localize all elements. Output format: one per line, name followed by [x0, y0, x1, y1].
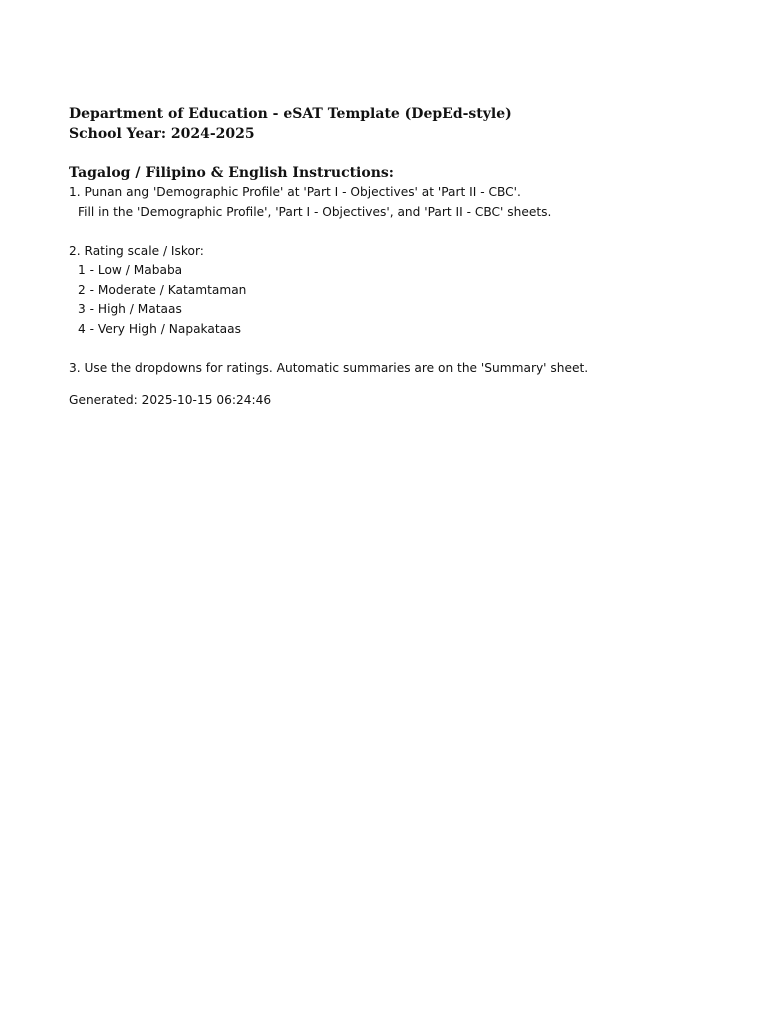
spacer	[69, 144, 729, 164]
instruction-2-title: 2. Rating scale / Iskor:	[69, 243, 204, 258]
spacer	[69, 222, 729, 242]
rating-scale-item: 1 - Low / Mababa	[78, 263, 183, 277]
generated-timestamp: Generated: 2025-10-15 06:24:46	[69, 393, 272, 407]
document-content	[69, 105, 729, 411]
rating-scale-item: 4 - Very High / Napakataas	[78, 321, 241, 336]
rating-scale-item: 2 - Moderate / Katamtaman	[78, 282, 247, 297]
school-year: School Year: 2024-2025	[69, 125, 255, 142]
spacer	[69, 339, 729, 359]
instruction-1-tagalog: 1. Punan ang 'Demographic Profile' at 'Part I - Objectives' at 'Part II - CBC'.	[69, 185, 521, 199]
instruction-3: 3. Use the dropdowns for ratings. Automatic summaries are on the 'Summary' sheet.	[69, 360, 589, 375]
spacer	[69, 378, 729, 391]
rating-scale-item: 3 - High / Mataas	[78, 302, 182, 316]
instructions-heading: Tagalog / Filipino & English Instructions:	[69, 164, 394, 181]
instruction-1-english: Fill in the 'Demographic Profile', 'Part I - Objectives', and 'Part II - CBC' sheets.	[78, 204, 552, 219]
department-title: Department of Education - eSAT Template (DepEd-style)	[69, 106, 512, 122]
